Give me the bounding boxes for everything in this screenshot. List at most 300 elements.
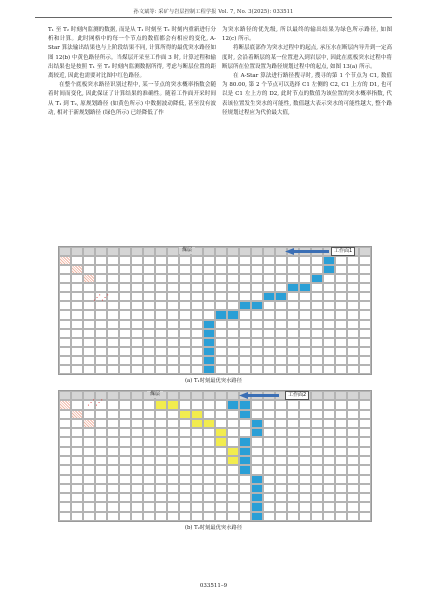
- grid-cell: [59, 456, 71, 465]
- grid-cell: [359, 274, 371, 283]
- grid-cell: [71, 447, 83, 456]
- grid-cell: [95, 338, 107, 347]
- grid-cell: [227, 502, 239, 511]
- grid-cell: [311, 512, 323, 521]
- grid-cell: [119, 310, 131, 319]
- grid-cell: [311, 265, 323, 274]
- grid-cell: [179, 475, 191, 484]
- grid-cell: [191, 301, 203, 310]
- grid-cell: [143, 365, 155, 374]
- grid-cell: [275, 456, 287, 465]
- grid-cell: [167, 391, 179, 400]
- grid-cell: [119, 475, 131, 484]
- right-column: [222, 26, 392, 118]
- grid-cell: [359, 247, 371, 256]
- grid-cell: [335, 465, 347, 474]
- grid-cell: [143, 256, 155, 265]
- grid-cell: [239, 292, 251, 301]
- grid-cell: [215, 347, 227, 356]
- grid-cell: [215, 419, 227, 428]
- grid-cell: [299, 428, 311, 437]
- grid-cell: [287, 347, 299, 356]
- grid-cell: [83, 310, 95, 319]
- grid-cell: [131, 502, 143, 511]
- grid-cell: [239, 475, 251, 484]
- grid-cell: [191, 400, 203, 409]
- grid-cell: [131, 428, 143, 437]
- grid-cell: [275, 437, 287, 446]
- grid-cell: [179, 292, 191, 301]
- grid-cell: [83, 256, 95, 265]
- grid-cell: [95, 419, 107, 428]
- grid-cell: [287, 365, 299, 374]
- grid-cell: [239, 512, 251, 521]
- grid-cell: [359, 437, 371, 446]
- grid-cell: [359, 447, 371, 456]
- grid-cell: [335, 419, 347, 428]
- grid-cell: [107, 428, 119, 437]
- grid-cell: [311, 347, 323, 356]
- grid-cell: [131, 347, 143, 356]
- grid-cell: [287, 274, 299, 283]
- grid-cell: [167, 475, 179, 484]
- grid-cell: [275, 347, 287, 356]
- grid-cell: [275, 256, 287, 265]
- grid-cell: [299, 512, 311, 521]
- grid-cell: [203, 256, 215, 265]
- grid-cell: [203, 465, 215, 474]
- grid-cell: [275, 475, 287, 484]
- grid-cell: [107, 465, 119, 474]
- grid-cell: [287, 475, 299, 484]
- grid-cell: [227, 265, 239, 274]
- grid-cell: [71, 310, 83, 319]
- grid-cell: [299, 410, 311, 419]
- grid-cell: [227, 347, 239, 356]
- grid-cell: [263, 283, 275, 292]
- grid-cell: [143, 428, 155, 437]
- grid-cell: [335, 447, 347, 456]
- grid-cell: [131, 465, 143, 474]
- grid-cell: [215, 447, 227, 456]
- grid-cell: [71, 292, 83, 301]
- grid-cell: [239, 301, 251, 310]
- grid-cell: [95, 283, 107, 292]
- grid-cell: [143, 475, 155, 484]
- grid-cell: [347, 475, 359, 484]
- grid-cell: [311, 456, 323, 465]
- figure-a-grid: [58, 246, 372, 375]
- grid-cell: [179, 329, 191, 338]
- grid-cell: [359, 329, 371, 338]
- grid-cell: [191, 356, 203, 365]
- grid-cell: [263, 447, 275, 456]
- grid-cell: [179, 365, 191, 374]
- grid-cell: [251, 493, 263, 502]
- grid-cell: [59, 338, 71, 347]
- grid-cell: [167, 283, 179, 292]
- left-column: [48, 26, 216, 118]
- grid-cell: [131, 456, 143, 465]
- grid-cell: [83, 512, 95, 521]
- grid-cell: [323, 329, 335, 338]
- grid-cell: [275, 283, 287, 292]
- grid-cell: [191, 283, 203, 292]
- grid-cell: [263, 329, 275, 338]
- left-paragraph-2: 在整个底板突水路径识别过程中, 某一节点的突水概率指数会随着时间而变化, 因此保证了计算结果的准确性。随着工作面开采时间从 T₁ 到 T₂, 原规划路径 (如黄色所示) 中数据波动降低, 甚至没有波动, 相对于新规划路径 (绿色所示) 已经降低了作: [48, 82, 216, 116]
- grid-cell: [239, 356, 251, 365]
- grid-cell: [95, 347, 107, 356]
- grid-cell: [203, 410, 215, 419]
- grid-cell: [107, 247, 119, 256]
- grid-cell: [95, 493, 107, 502]
- grid-cell: [359, 292, 371, 301]
- grid-cell: [179, 391, 191, 400]
- grid-cell: [119, 320, 131, 329]
- grid-cell: [119, 256, 131, 265]
- grid-cell: [107, 456, 119, 465]
- grid-cell: [263, 310, 275, 319]
- grid-cell: [167, 310, 179, 319]
- grid-cell: [83, 365, 95, 374]
- grid-cell: [299, 400, 311, 409]
- workface-label: 工作面1: [331, 247, 355, 256]
- grid-cell: [215, 437, 227, 446]
- grid-cell: [287, 493, 299, 502]
- grid-cell: [311, 329, 323, 338]
- grid-cell: [119, 292, 131, 301]
- grid-cell: [299, 437, 311, 446]
- grid-cell: [287, 356, 299, 365]
- grid-cell: [167, 365, 179, 374]
- grid-cell: [323, 437, 335, 446]
- grid-cell: [191, 437, 203, 446]
- grid-cell: [287, 256, 299, 265]
- grid-cell: [227, 400, 239, 409]
- grid-cell: [347, 465, 359, 474]
- grid-cell: [251, 347, 263, 356]
- grid-cell: [71, 456, 83, 465]
- grid-cell: [299, 465, 311, 474]
- grid-cell: [143, 329, 155, 338]
- grid-cell: [359, 265, 371, 274]
- grid-cell: [131, 256, 143, 265]
- grid-cell: [299, 493, 311, 502]
- grid-cell: [227, 283, 239, 292]
- grid-cell: [119, 502, 131, 511]
- grid-cell: [311, 437, 323, 446]
- grid-cell: [347, 447, 359, 456]
- grid-cell: [71, 301, 83, 310]
- grid-cell: [323, 265, 335, 274]
- grid-cell: [299, 419, 311, 428]
- grid-cell: [83, 247, 95, 256]
- grid-cell: [95, 447, 107, 456]
- grid-cell: [191, 419, 203, 428]
- grid-cell: [59, 391, 71, 400]
- grid-cell: [263, 484, 275, 493]
- grid-cell: [299, 256, 311, 265]
- grid-cell: [95, 475, 107, 484]
- grid-cell: [323, 410, 335, 419]
- grid-cell: [143, 410, 155, 419]
- grid-cell: [251, 274, 263, 283]
- grid-cell: [215, 329, 227, 338]
- grid-cell: [227, 512, 239, 521]
- grid-cell: [215, 410, 227, 419]
- grid-cell: [299, 292, 311, 301]
- grid-cell: [143, 283, 155, 292]
- grid-cell: [59, 320, 71, 329]
- grid-cell: [131, 437, 143, 446]
- grid-cell: [335, 502, 347, 511]
- grid-cell: [95, 274, 107, 283]
- grid-cell: [107, 437, 119, 446]
- grid-cell: [287, 310, 299, 319]
- grid-cell: [347, 410, 359, 419]
- grid-cell: [359, 338, 371, 347]
- grid-cell: [251, 447, 263, 456]
- grid-cell: [239, 310, 251, 319]
- grid-cell: [311, 447, 323, 456]
- figure-b-caption: (b) T₂时刻最优突水路径: [184, 525, 243, 531]
- fault-marks: ⋰⋰: [93, 293, 109, 302]
- grid-cell: [179, 274, 191, 283]
- grid-cell: [311, 419, 323, 428]
- grid-cell: [275, 419, 287, 428]
- grid-cell: [275, 484, 287, 493]
- grid-cell: [323, 465, 335, 474]
- grid-cell: [347, 484, 359, 493]
- grid-cell: [131, 265, 143, 274]
- grid-cell: [311, 365, 323, 374]
- grid-cell: [155, 493, 167, 502]
- grid-cell: [287, 338, 299, 347]
- grid-cell: [323, 320, 335, 329]
- grid-cell: [215, 502, 227, 511]
- grid-cell: [95, 247, 107, 256]
- grid-cell: [119, 465, 131, 474]
- grid-cell: [155, 437, 167, 446]
- grid-cell: [347, 400, 359, 409]
- grid-cell: [251, 283, 263, 292]
- grid-cell: [107, 447, 119, 456]
- grid-cell: [191, 329, 203, 338]
- grid-cell: [107, 502, 119, 511]
- grid-cell: [275, 365, 287, 374]
- grid-cell: [59, 465, 71, 474]
- grid-cell: [179, 456, 191, 465]
- grid-cell: [251, 310, 263, 319]
- grid-cell: [287, 320, 299, 329]
- grid-cell: [299, 320, 311, 329]
- grid-cell: [143, 437, 155, 446]
- grid-cell: [95, 428, 107, 437]
- grid-cell: [359, 391, 371, 400]
- grid-cell: [263, 365, 275, 374]
- grid-cell: [167, 512, 179, 521]
- grid-cell: [311, 283, 323, 292]
- grid-cell: [167, 301, 179, 310]
- grid-cell: [107, 391, 119, 400]
- grid-cell: [239, 447, 251, 456]
- grid-cell: [155, 410, 167, 419]
- grid-cell: [59, 437, 71, 446]
- grid-cell: [155, 265, 167, 274]
- grid-cell: [155, 329, 167, 338]
- grid-cell: [95, 437, 107, 446]
- grid-cell: [263, 347, 275, 356]
- grid-cell: [335, 475, 347, 484]
- grid-cell: [299, 502, 311, 511]
- grid-cell: [95, 256, 107, 265]
- grid-cell: [143, 320, 155, 329]
- grid-cell: [227, 484, 239, 493]
- grid-cell: [167, 274, 179, 283]
- grid-cell: [263, 512, 275, 521]
- grid-cell: [251, 247, 263, 256]
- grid-cell: [251, 437, 263, 446]
- grid-cell: [191, 447, 203, 456]
- grid-cell: [71, 437, 83, 446]
- grid-cell: [155, 447, 167, 456]
- grid-cell: [71, 475, 83, 484]
- grid-cell: [155, 247, 167, 256]
- grid-cell: [227, 338, 239, 347]
- grid-cell: [95, 465, 107, 474]
- grid-cell: [83, 283, 95, 292]
- grid-cell: [203, 484, 215, 493]
- grid-cell: [251, 292, 263, 301]
- grid-cell: [275, 274, 287, 283]
- grid-cell: [335, 301, 347, 310]
- grid-cell: [359, 512, 371, 521]
- grid-cell: [119, 410, 131, 419]
- grid-cell: [251, 512, 263, 521]
- grid-cell: [107, 512, 119, 521]
- grid-cell: [167, 502, 179, 511]
- grid-cell: [107, 329, 119, 338]
- grid-cell: [119, 493, 131, 502]
- grid-cell: [359, 301, 371, 310]
- grid-cell: [191, 512, 203, 521]
- grid-cell: [311, 356, 323, 365]
- grid-cell: [275, 356, 287, 365]
- grid-cell: [191, 274, 203, 283]
- grid-cell: [323, 447, 335, 456]
- grid-cell: [131, 493, 143, 502]
- grid-cell: [143, 301, 155, 310]
- grid-cell: [71, 283, 83, 292]
- grid-cell: [251, 484, 263, 493]
- grid-cell: [179, 447, 191, 456]
- grid-cell: [143, 338, 155, 347]
- grid-cell: [323, 274, 335, 283]
- grid-cell: [143, 247, 155, 256]
- grid-cell: [95, 502, 107, 511]
- header-rule: [35, 17, 392, 18]
- grid-cell: [71, 274, 83, 283]
- grid-cell: [83, 465, 95, 474]
- grid-cell: [311, 292, 323, 301]
- grid-cell: [179, 283, 191, 292]
- grid-cell: [227, 329, 239, 338]
- grid-cell: [359, 256, 371, 265]
- grid-cell: [95, 456, 107, 465]
- grid-cell: [71, 419, 83, 428]
- grid-cell: [227, 456, 239, 465]
- grid-cell: [275, 428, 287, 437]
- grid-cell: [251, 456, 263, 465]
- grid-cell: [71, 338, 83, 347]
- grid-cell: [59, 356, 71, 365]
- grid-cell: [299, 265, 311, 274]
- grid-cell: [239, 329, 251, 338]
- grid-cell: [263, 502, 275, 511]
- grid-cell: [323, 391, 335, 400]
- grid-cell: [263, 301, 275, 310]
- grid-cell: [215, 256, 227, 265]
- coal-seam-label: 煤层: [147, 391, 163, 398]
- grid-cell: [71, 493, 83, 502]
- grid-cell: [359, 419, 371, 428]
- grid-cell: [71, 400, 83, 409]
- grid-cell: [251, 365, 263, 374]
- grid-cell: [167, 347, 179, 356]
- grid-cell: [143, 356, 155, 365]
- grid-cell: [167, 456, 179, 465]
- grid-cell: [119, 338, 131, 347]
- grid-cell: [323, 512, 335, 521]
- grid-cell: [215, 484, 227, 493]
- grid-cell: [239, 400, 251, 409]
- grid-cell: [215, 310, 227, 319]
- grid-cell: [323, 484, 335, 493]
- grid-cell: [347, 283, 359, 292]
- grid-cell: [239, 365, 251, 374]
- grid-cell: [287, 301, 299, 310]
- grid-cell: [239, 456, 251, 465]
- grid-cell: [275, 320, 287, 329]
- grid-cell: [71, 465, 83, 474]
- grid-cell: [167, 400, 179, 409]
- grid-cell: [335, 320, 347, 329]
- grid-cell: [191, 493, 203, 502]
- grid-cell: [107, 310, 119, 319]
- grid-cell: [359, 493, 371, 502]
- grid-cell: [155, 301, 167, 310]
- grid-cell: [335, 484, 347, 493]
- grid-cell: [131, 292, 143, 301]
- grid-cell: [215, 283, 227, 292]
- grid-cell: [347, 347, 359, 356]
- grid-cell: [275, 512, 287, 521]
- grid-cell: [275, 310, 287, 319]
- grid-cell: [299, 365, 311, 374]
- grid-cell: [59, 347, 71, 356]
- grid-cell: [287, 447, 299, 456]
- grid-cell: [347, 329, 359, 338]
- grid-cell: [83, 410, 95, 419]
- grid-cell: [263, 419, 275, 428]
- grid-cell: [59, 410, 71, 419]
- grid-cell: [323, 502, 335, 511]
- grid-cell: [107, 347, 119, 356]
- grid-cell: [167, 356, 179, 365]
- grid-cell: [227, 475, 239, 484]
- grid-cell: [203, 400, 215, 409]
- grid-cell: [287, 512, 299, 521]
